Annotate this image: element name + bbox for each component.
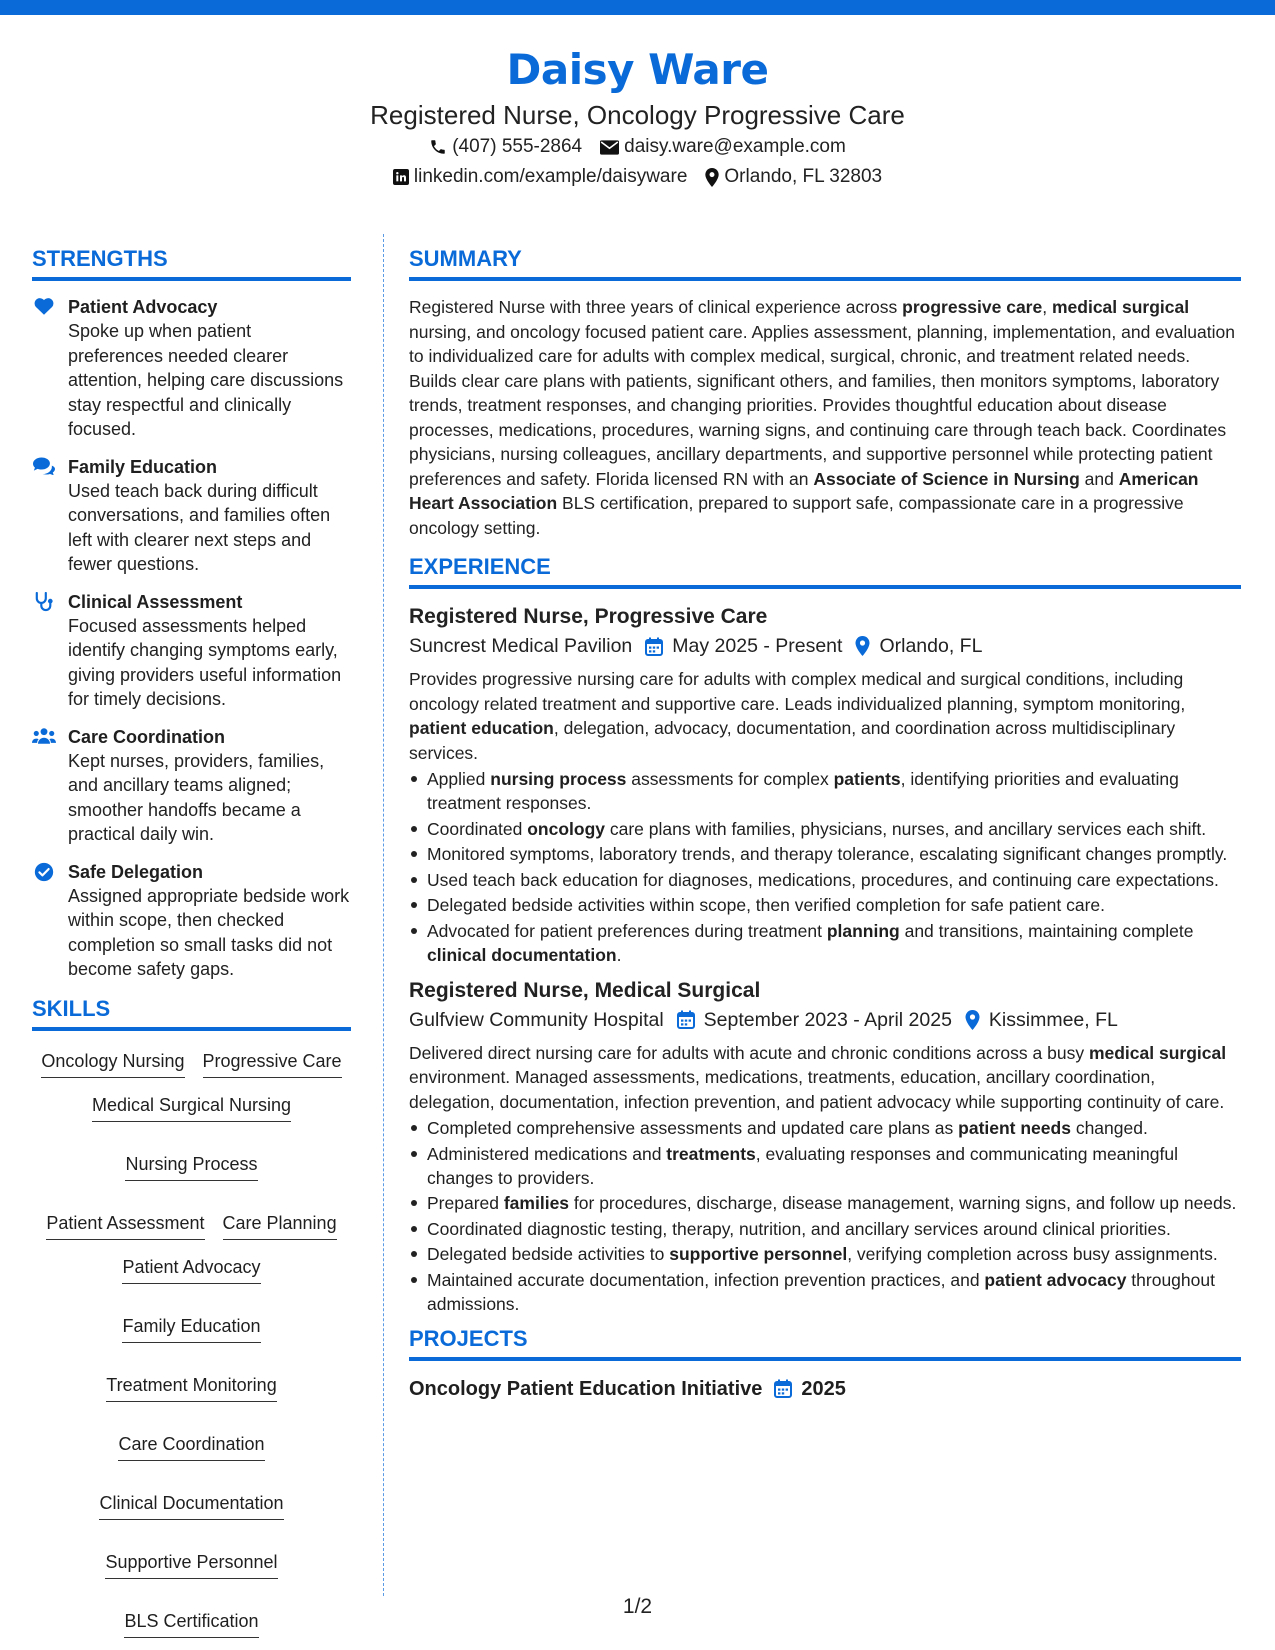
top-accent-bar <box>0 0 1275 15</box>
text-segment: changed. <box>1070 1118 1148 1138</box>
skill-tag: BLS Certification <box>124 1609 258 1638</box>
text-segment: Applied <box>427 769 491 789</box>
strength-title: Clinical Assessment <box>68 591 243 612</box>
job-entry <box>409 603 1241 967</box>
linkedin-link[interactable]: linkedin.com/example/daisyware <box>413 166 688 187</box>
employer-name: Suncrest Medical Pavilion <box>409 635 633 657</box>
contact-email <box>600 132 846 162</box>
job-bullet <box>409 767 1241 815</box>
bold-text: treatments <box>666 1143 756 1164</box>
job-bullets <box>409 767 1241 967</box>
phone-text[interactable]: (407) 555-2864 <box>452 136 583 157</box>
calendar-icon <box>677 1010 695 1029</box>
skill-tag: Treatment Monitoring <box>106 1373 276 1402</box>
contact-row-1 <box>0 132 1275 162</box>
skill-tag: Patient Advocacy <box>122 1255 260 1284</box>
text-segment: throughout admissions. <box>427 1269 1215 1314</box>
contact-location <box>705 162 882 192</box>
candidate-name: Daisy Ware <box>506 45 769 94</box>
employer-name: Gulfview Community Hospital <box>409 1008 664 1031</box>
strength-item <box>32 455 351 577</box>
map-pin-icon <box>705 168 719 187</box>
text-segment: nursing, and oncology focused patient care. Applies assessment, planning, implementation, and evaluation to individualized care for adults with complex medical, surgical, chronic, and treatment related needs. Builds clear care plans with patients, significant others, and families, then monitors symptoms, laboratory trends, treatment responses, and changing priorities. Provides thoughtful education about disease processes, medications, procedures, warning signs, and continuing care through teach back. Coordinates physicians, nursing colleagues, ancillary departments, and supportive personnel while protecting patient preferences and safety. Florida licensed RN with an <box>409 321 1235 489</box>
job-bullet <box>409 919 1241 967</box>
job-entry <box>409 977 1241 1316</box>
strength-description: Focused assessments helped identify changing symptoms early, giving providers useful information for timely decisions. <box>68 615 342 709</box>
text-segment: Coordinated diagnostic testing, therapy, nutrition, and ancillary services around clinical priorities. <box>427 1218 1171 1239</box>
contact-linkedin <box>393 162 688 192</box>
job-bullets <box>409 1116 1241 1316</box>
strength-item <box>32 725 351 847</box>
map-pin-icon <box>855 636 870 656</box>
bold-text: clinical documentation <box>427 944 617 965</box>
calendar-icon <box>645 637 663 656</box>
column-divider <box>383 234 384 1596</box>
strength-title: Safe Delegation <box>68 861 204 882</box>
strength-description: Used teach back during difficult conversations, and families often left with clearer next steps and fewer questions. <box>68 480 331 574</box>
stethoscope-icon <box>32 590 56 712</box>
text-segment: Used teach back education for diagnoses, medications, procedures, and continuing care expectations. <box>427 869 1219 890</box>
text-segment: environment. Managed assessments, medications, treatments, education, ancillary coordination, delegation, documentation, infection prevention, and patient advocacy while supporting continuity of care. <box>409 1067 1225 1112</box>
job-bullet <box>409 868 1241 892</box>
job-bullet <box>409 893 1241 917</box>
text-segment: Prepared <box>427 1193 504 1213</box>
text-segment: Provides progressive nursing care for adults with complex medical and surgical conditions, including oncology related treatment and supportive care. Leads individualized planning, symptom monitoring, <box>409 669 1186 714</box>
text-segment: Maintained accurate documentation, infection prevention practices, and <box>427 1269 985 1290</box>
text-segment: , evaluating responses and communicating meaningful changes to providers. <box>427 1143 1178 1188</box>
bold-text: progressive care <box>902 297 1043 317</box>
job-location: Kissimmee, FL <box>988 1008 1118 1031</box>
job-description <box>409 667 1241 765</box>
calendar-icon <box>774 1379 792 1398</box>
skill-tag: Patient Assessment <box>46 1211 204 1240</box>
left-column <box>32 246 351 1638</box>
heart-icon <box>32 295 56 442</box>
skills-list <box>32 1045 351 1638</box>
job-title: Registered Nurse, Medical Surgical <box>409 978 761 1002</box>
project-year: 2025 <box>801 1377 846 1400</box>
bold-text: planning <box>826 920 900 941</box>
job-bullet <box>409 817 1241 841</box>
text-segment: and transitions, maintaining complete <box>899 920 1194 941</box>
text-segment: Coordinated <box>427 818 528 839</box>
skill-tag: Family Education <box>122 1314 260 1343</box>
strength-description: Assigned appropriate bedside work within scope, then checked completion so small tasks did not become safety gaps. <box>68 885 350 979</box>
text-segment: Administered medications and <box>427 1143 667 1164</box>
chat-bubbles-icon <box>32 455 56 577</box>
text-segment: Completed comprehensive assessments and updated care plans as <box>427 1118 959 1138</box>
strength-title: Family Education <box>68 456 218 477</box>
job-meta <box>409 1005 1241 1035</box>
envelope-icon <box>600 140 619 155</box>
bold-text: families <box>503 1193 570 1213</box>
skill-tag: Care Coordination <box>118 1432 264 1461</box>
contact-phone <box>429 132 582 162</box>
location-text: Orlando, FL 32803 <box>724 166 883 187</box>
job-dates: May 2025 - Present <box>672 635 843 657</box>
summary-heading: SUMMARY <box>409 246 1241 281</box>
users-icon <box>32 725 56 847</box>
job-bullet <box>409 1217 1241 1241</box>
project-entry <box>409 1375 1241 1403</box>
skill-tag: Clinical Documentation <box>99 1491 283 1520</box>
text-segment: assessments for complex <box>626 769 834 789</box>
bold-text: patient needs <box>958 1118 1071 1138</box>
text-segment: , <box>1042 297 1052 317</box>
bold-text: supportive personnel <box>669 1244 848 1264</box>
bold-text: patient education <box>409 718 554 738</box>
text-segment: Registered Nurse with three years of clinical experience across <box>409 297 903 317</box>
resume-header <box>0 44 1275 192</box>
bold-text: American Heart Association <box>409 468 1199 513</box>
text-segment: Delegated bedside activities to <box>427 1244 670 1264</box>
text-segment: Delegated bedside activities within scope, then verified completion for safe patient care. <box>427 895 1106 915</box>
text-segment: . <box>616 944 622 965</box>
text-segment: BLS certification, prepared to support safe, compassionate care in a progressive oncology setting. <box>409 493 1184 538</box>
skill-tag: Medical Surgical Nursing <box>92 1093 291 1122</box>
job-dates: September 2023 - April 2025 <box>703 1008 952 1031</box>
bold-text: medical surgical <box>1088 1042 1227 1063</box>
skill-tag: Progressive Care <box>203 1049 342 1078</box>
candidate-title: Registered Nurse, Oncology Progressive Care <box>370 100 905 130</box>
text-segment: for procedures, discharge, disease management, warning signs, and follow up needs. <box>569 1193 1237 1213</box>
bold-text: oncology <box>527 818 605 839</box>
skill-tag: Oncology Nursing <box>41 1049 184 1078</box>
text-segment: Delivered direct nursing care for adults with acute and chronic conditions across a busy <box>409 1042 1089 1063</box>
project-title: Oncology Patient Education Initiative <box>409 1377 763 1400</box>
job-location: Orlando, FL <box>879 635 983 657</box>
check-circle-icon <box>32 860 56 982</box>
bold-text: medical surgical <box>1051 297 1190 317</box>
phone-icon <box>429 138 447 156</box>
job-bullet <box>409 842 1241 866</box>
strengths-list <box>32 295 351 982</box>
strength-title: Care Coordination <box>68 726 226 747</box>
strength-item <box>32 860 351 982</box>
strength-item <box>32 295 351 442</box>
job-bullet <box>409 1242 1241 1266</box>
text-segment: care plans with families, physicians, nurses, and ancillary services each shift. <box>605 818 1207 839</box>
bold-text: nursing process <box>490 769 627 789</box>
text-segment: , delegation, advocacy, documentation, and coordination across multidisciplinary services. <box>409 718 1176 763</box>
job-title: Registered Nurse, Progressive Care <box>409 605 768 628</box>
strength-description: Spoke up when patient preferences needed clearer attention, helping care discussions stay respectful and clinically focused. <box>68 321 344 439</box>
job-bullet <box>409 1142 1241 1190</box>
map-pin-icon <box>965 1010 980 1030</box>
experience-heading: EXPERIENCE <box>409 554 1241 589</box>
strengths-heading: STRENGTHS <box>32 246 351 281</box>
strength-description: Kept nurses, providers, families, and ancillary teams aligned; smoother handoffs became a practical daily win. <box>68 750 325 844</box>
linkedin-icon <box>393 169 409 185</box>
strength-title: Patient Advocacy <box>68 297 218 317</box>
right-column <box>409 246 1241 1403</box>
job-bullet <box>409 1268 1241 1316</box>
text-segment: and <box>1079 468 1119 489</box>
bold-text: patients <box>833 769 901 789</box>
text-segment: , verifying completion across busy assignments. <box>847 1244 1218 1264</box>
skill-tag: Supportive Personnel <box>105 1550 277 1579</box>
job-description <box>409 1041 1241 1115</box>
skill-tag: Care Planning <box>223 1211 337 1240</box>
text-segment: , identifying priorities and evaluating treatment responses. <box>427 769 1179 813</box>
projects-heading: PROJECTS <box>409 1326 1241 1361</box>
skills-heading: SKILLS <box>32 996 351 1031</box>
job-meta <box>409 631 1241 661</box>
strength-item <box>32 590 351 712</box>
email-link[interactable]: daisy.ware@example.com <box>624 136 846 157</box>
contact-row-2 <box>0 162 1275 192</box>
bold-text: Associate of Science in Nursing <box>813 468 1080 489</box>
text-segment: Monitored symptoms, laboratory trends, and therapy tolerance, escalating significant changes promptly. <box>427 844 1228 864</box>
page-number: 1/2 <box>622 1595 653 1618</box>
text-segment: Advocated for patient preferences during treatment <box>427 920 827 941</box>
skill-tag: Nursing Process <box>125 1152 257 1181</box>
summary-text <box>409 295 1241 540</box>
job-bullet <box>409 1116 1241 1140</box>
bold-text: patient advocacy <box>984 1269 1127 1290</box>
job-bullet <box>409 1191 1241 1215</box>
